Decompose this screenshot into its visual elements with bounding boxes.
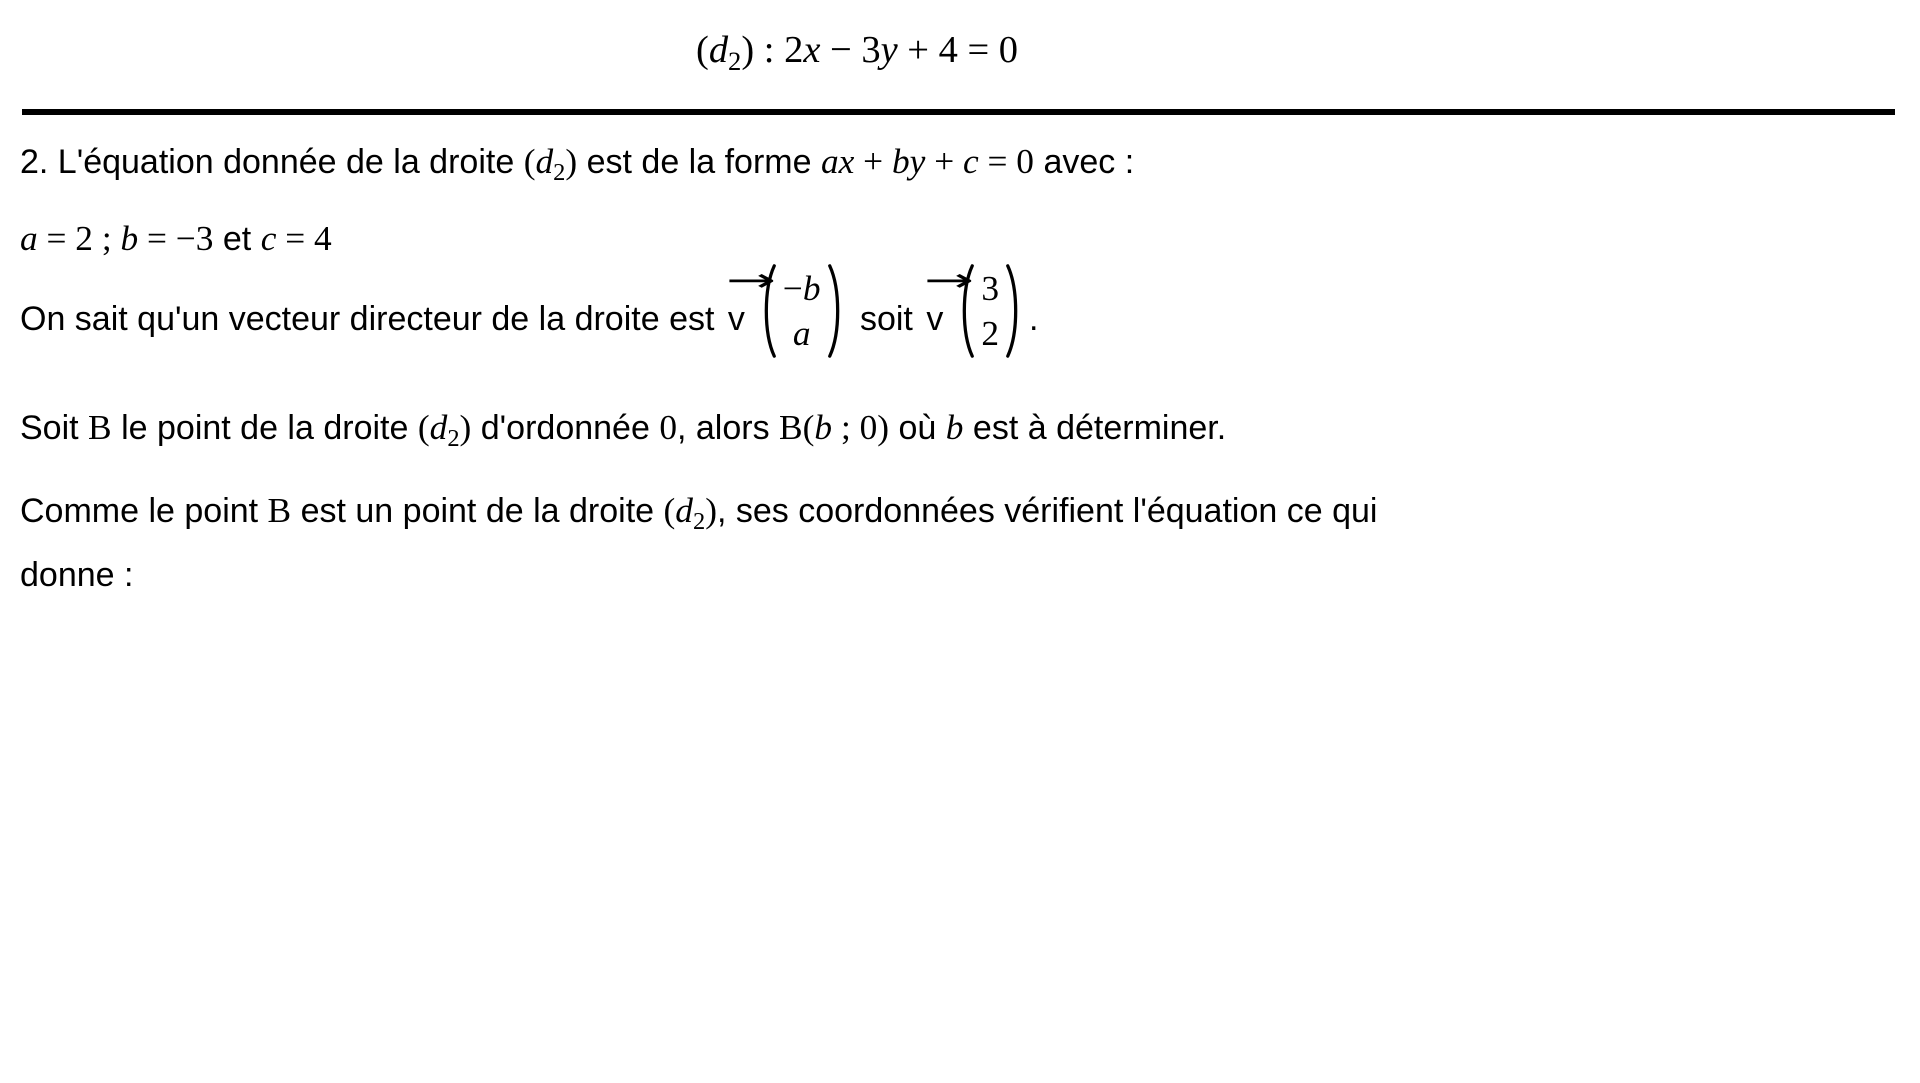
text-segment: Comme le point [20, 492, 268, 530]
math-segment: d [708, 29, 729, 71]
vector-entry-top [981, 266, 999, 311]
conclusion-line-2 [20, 545, 1920, 605]
math-segment: = 4 [276, 218, 332, 258]
math-segment: ) [705, 490, 717, 530]
math-segment: : [754, 29, 785, 71]
math-segment: B [779, 407, 803, 447]
math-segment: b [945, 407, 964, 447]
statement-line-1 [20, 131, 1920, 196]
vector-letter: v [926, 299, 944, 338]
math-segment: 2 [692, 508, 706, 536]
vector-entry-top [783, 266, 821, 311]
text-segment: est à déterminer. [963, 409, 1227, 447]
math-segment: x [803, 29, 821, 71]
vector-entries [977, 266, 1003, 356]
math-segment: x [838, 141, 855, 181]
vector-entry-bottom [793, 311, 811, 356]
math-segment: 3 [861, 29, 881, 71]
math-segment: + [854, 141, 892, 181]
math-segment: + 4 = 0 [897, 29, 1018, 71]
document-body [20, 131, 1920, 605]
math-segment: a [20, 218, 38, 258]
math-segment: 3 [981, 268, 1000, 308]
text-segment: donne : [20, 556, 134, 594]
text-segment: , alors [677, 409, 780, 447]
column-vector [757, 263, 847, 359]
math-segment: = 2 [37, 218, 93, 258]
math-segment: ; 0) [832, 407, 890, 447]
text-segment: Soit [20, 409, 89, 447]
math-segment: b [802, 268, 821, 308]
math-segment: ( [663, 490, 676, 530]
math-segment: B [267, 490, 292, 530]
math-segment: B [88, 407, 112, 447]
math-segment: ( [696, 29, 709, 71]
text-segment: où [889, 409, 946, 447]
text-segment: On sait qu'un vecteur directeur de la droite est [20, 299, 724, 338]
divider-rule [22, 109, 1895, 115]
right-paren-icon [825, 263, 847, 359]
math-segment: 0 [659, 407, 677, 447]
vector-letter: v [727, 299, 745, 338]
math-segment: ( [523, 141, 536, 181]
math-segment: ) [741, 29, 755, 71]
vector-line [20, 260, 1920, 369]
math-segment: b [120, 218, 139, 258]
math-segment: d [675, 490, 693, 530]
math-segment: b [891, 141, 910, 181]
math-segment: 2 [553, 159, 566, 187]
math-segment: b [814, 407, 833, 447]
math-segment: 2 [981, 313, 1000, 353]
top-equation [20, 0, 1694, 83]
text-segment: est un point de la droite [291, 492, 664, 530]
column-vector [955, 263, 1025, 359]
math-segment: ) [459, 407, 472, 447]
left-paren-icon [955, 263, 977, 359]
math-segment: c [962, 141, 979, 181]
math-segment: 2 [447, 425, 460, 453]
math-segment: a [820, 141, 839, 181]
math-segment: d [429, 407, 448, 447]
text-segment: d'ordonnée [471, 409, 660, 447]
vector-arrow-icon: → [725, 260, 776, 299]
math-segment: ; [93, 218, 121, 258]
vector-v [924, 260, 975, 349]
math-segment: − [782, 268, 803, 308]
math-segment: + [925, 141, 963, 181]
left-paren-icon [757, 263, 779, 359]
math-segment: a [792, 313, 811, 353]
statement-line-2 [20, 208, 1920, 269]
math-segment: y [880, 29, 898, 71]
point-b-line [20, 397, 1920, 462]
vector-arrow-icon: → [924, 260, 975, 299]
conclusion-line-1 [20, 480, 1920, 545]
math-segment: = 0 [978, 141, 1034, 181]
text-segment: , ses coordonnées vérifient l'équation ce qui [716, 492, 1378, 530]
text-segment: . [1029, 299, 1039, 338]
right-paren-icon [1003, 263, 1025, 359]
math-segment: ) [565, 141, 578, 181]
text-segment: est de la forme [577, 143, 821, 181]
text-segment: 2. L'équation donnée de la droite [20, 143, 524, 181]
text-segment: avec : [1034, 143, 1135, 181]
math-segment: ( [802, 407, 815, 447]
math-segment: c [260, 218, 277, 258]
math-segment: = −3 [138, 218, 214, 258]
vector-entries [779, 266, 825, 356]
math-segment: 2 [784, 29, 804, 71]
math-segment: 2 [728, 45, 742, 76]
math-segment: y [909, 141, 926, 181]
text-segment: et [213, 220, 261, 258]
vector-entry-bottom [981, 311, 999, 356]
math-segment: − [820, 29, 862, 71]
math-segment: ( [417, 407, 430, 447]
math-segment: d [535, 141, 554, 181]
text-segment: le point de la droite [111, 409, 418, 447]
vector-v [725, 260, 776, 349]
text-segment: soit [850, 299, 923, 338]
